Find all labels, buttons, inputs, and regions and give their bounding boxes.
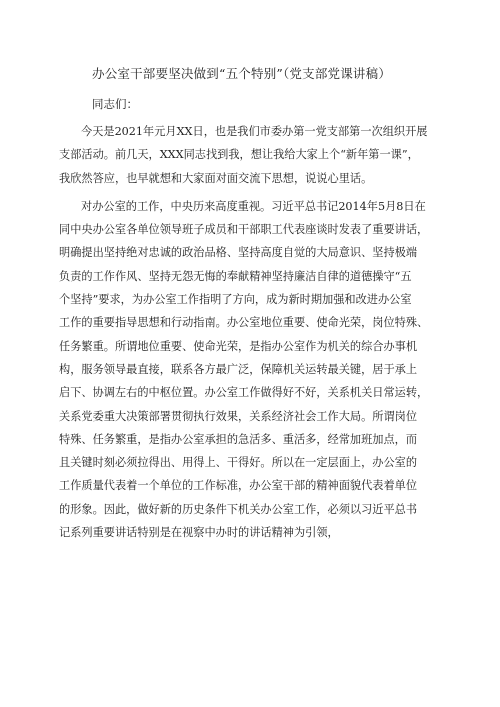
text-line: 今天是2021年元月XX日，也是我们市委办第一党支部第一次组织开展	[81, 125, 428, 138]
document-body	[59, 120, 439, 549]
text-line: 支部活动。前几天，XXX同志找到我，想让我给大家上个“新年第一课”，	[59, 148, 419, 162]
text-line: 任务繁重。所谓地位重要、使命光荣，是指办公室作为机关的综合办事机	[59, 339, 418, 353]
paragraph-1	[59, 120, 439, 190]
text-line: 对办公室的工作，中央历来高度重视。习近平总书记2014年5月8日在	[81, 199, 426, 213]
text-line: 负责的工作作风、坚持无怨无悔的奉献精神坚持廉洁自律的道德操守“五	[59, 269, 412, 283]
text-line: 关系党委重大决策部署贯彻执行效果，关系经济社会工作大局。所谓岗位	[59, 409, 418, 423]
text-line: 个坚持”要求，为办公室工作指明了方向，成为新时期加强和改进办公室	[59, 293, 412, 307]
text-line: 工作质量代表着一个单位的工作标准，办公室干部的精神面貌代表着单位	[59, 479, 418, 493]
text-line: 启下、协调左右的中枢位置。办公室工作做得好不好，关系机关日常运转，	[59, 386, 429, 400]
text-line: 记系列重要讲话特别是在视察中办时的讲话精神为引领，	[59, 526, 339, 540]
paragraph-2	[59, 195, 439, 544]
text-line: 明确提出坚持绝对忠诚的政治品格、坚持高度自觉的大局意识、坚持极端	[59, 246, 418, 260]
text-line: 的形象。因此，做好新的历史条件下机关办公室工作，必须以习近平总书	[59, 502, 418, 516]
salutation: 同志们：	[92, 97, 138, 111]
document-title: 办公室干部要坚决做到“五个特别”（党支部党课讲稿）	[92, 66, 392, 81]
text-line: 且关键时刻必须拉得出、用得上、干得好。所以在一定层面上，办公室的	[59, 456, 418, 470]
text-line: 特殊、任务繁重，是指办公室承担的急活多、重活多，经常加班加点，而	[59, 432, 418, 446]
text-line: 构，服务领导最直接，联系各方最广泛，保障机关运转最关键，居于承上	[59, 362, 418, 376]
text-line: 同中央办公室各单位领导班子成员和干部职工代表座谈时发表了重要讲话，	[59, 223, 429, 237]
text-line: 工作的重要指导思想和行动指南。办公室地位重要、使命光荣，岗位特殊、	[59, 316, 429, 330]
text-line: 我欣然答应，也早就想和大家面对面交流下思想，说说心里话。	[59, 171, 373, 185]
